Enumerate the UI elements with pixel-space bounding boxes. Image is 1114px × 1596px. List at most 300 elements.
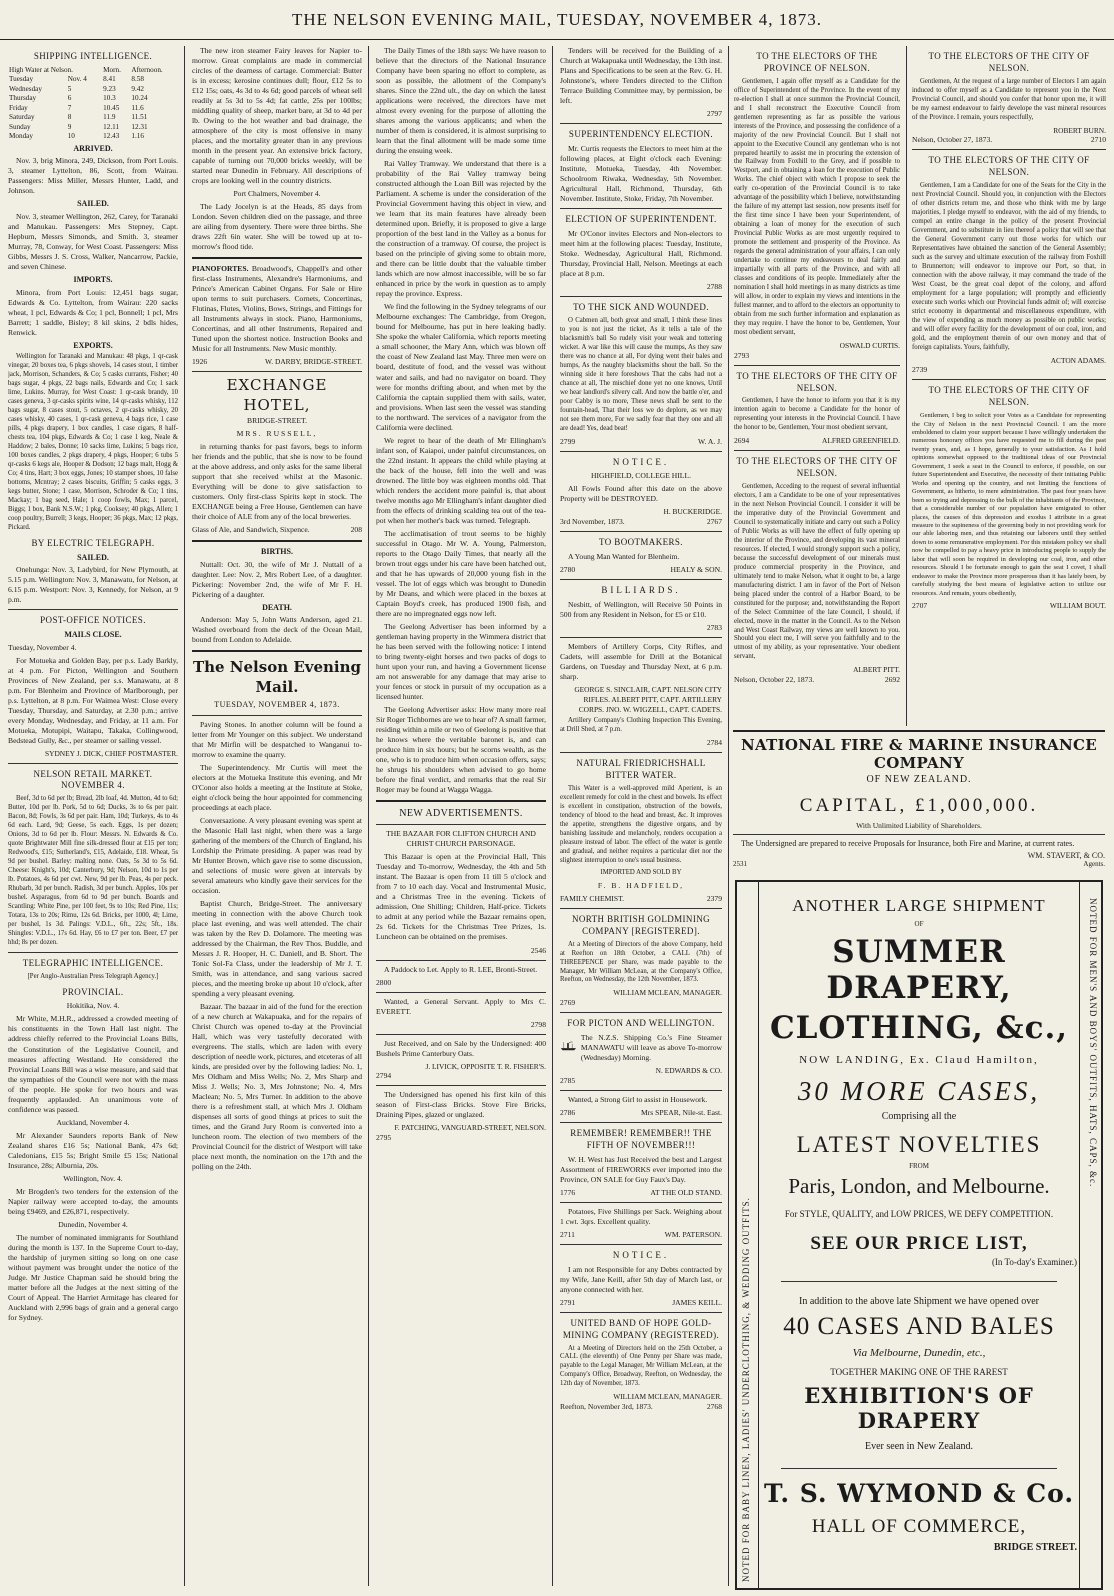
artillery-text: Members of Artillery Corps, City Rifles, and Cadets, will assemble for Drill at the Botanical Gardens, on Tuesday and Thursday Next, at 6 p.m. sharp. — [560, 642, 722, 682]
girl-footer — [560, 1108, 722, 1118]
tide-date: 9 — [67, 122, 72, 131]
post-signature: SYDNEY J. DICK, CHIEF POSTMASTER. — [45, 748, 178, 758]
drapery-line-15: 40 CASES AND BALES — [783, 1313, 1055, 1340]
exports-text: Wellington for Taranaki and Manukau: 48 pkgs, 1 qr-cask vinegar, 20 boxes tea, 6 pkgs shovels, 14 cases stout, 1 timber jack, Morrison, Schanders, & Co; 5 casks currants, Fisher; 40 bags sugar, 4 pkgs, 22 bags nails, Edwards and Co; 1 sack lime, Lukins. Murray, for West Coast: 1 qr-cask brandy, 10 cases geneva, 3 qr-casks spirits wine, 14 qr-casks whisky, 112 bags sugar, 8 cases stout, 5 octaves, 2 qr-casks whisky, 20 cases whisky, 40 cases, 1 qr-cask geneva, 4 bags rice, 1 case pills, 4 pkgs drapery, 1 box candles, 1 case cigars, 8 half-chests tea, 104 pkgs, Edwards & Co; 1 case 1 keg, Neale & Haddow; 2 bales, Donne; 10 sacks lime, Lukins; 5 bags rice, 100 boxes candles, 2 pkgs drapery, 4 pkgs, Hooper; 6 tubs 5 qr-casks 6 kegs ale, Hooper & Dodson; 12 bags malt, Hogg & Co; 4 tins, Hart; 3 box eggs, Jones; 10 stamper shoes, 10 false bottoms, Mcntray; 2 cases biscuits, Griffin; 5 casks eggs, 3 kegs butter, Stone; 1 case, Morrison, Schroder & Co; 1 tins, Mackay; 1 bag seed, Hale; 1 coop fowls, Max; 1 parcel, Biggs; 1 box, Bank N.S.W.; 1 pkg, Cooksey; 40 pkgs, Allen; 1 coop poultry, Burrell; 3 kegs, Hooper; 36 pkgs, Max; 12 pkgs, Pickard. — [8, 353, 178, 531]
hokitika-text: Mr White, M.H.R., addressed a crowded meeting of his constituents in the Town Hall last night. The address chiefly referred to the Provincial Loans Bills, the Constitution of the Legislative Council, and measures affecting Westland. He considered the Provincial Loans Bill was a wise measure, and said that the sympathies of the Council were not with the mass of the people. He spoke for two hours and was frequently applauded. An unanimous vote of confidence was passed. — [8, 1014, 178, 1114]
tide-aft: 1.16 — [131, 132, 144, 141]
drapery-side-right-text: NOTED FOR MEN'S AND BOYS' OUTFITS, HATS, CAPS, &c. — [1088, 898, 1098, 1188]
arrived-heading: ARRIVED. — [73, 143, 113, 153]
girl-signature: Mrs SPEAR, Nile-st. East. — [640, 1107, 722, 1117]
auckland-dateline: Auckland, November 4. — [56, 1117, 130, 1127]
tide-aft: 8.58 — [131, 75, 144, 84]
ad-number: 2797 — [706, 109, 722, 119]
death-text: Anderson: May 5, John Watts Anderson, aged 21. Washed overboard from the deck of the Ocean Mail, bound from London to Adelaide. — [192, 615, 362, 645]
paving-text: Paving Stones. In another column will be found a letter from Mr Younger on this subject. We understand that Mr Mirfin will be despatched to Wanganui to-morrow to examine the quarry. — [192, 719, 362, 759]
notice2-signature: JAMES KEILL. — [672, 1297, 722, 1307]
ad-number: 2767 — [706, 517, 722, 527]
electors-signature-5: ACTON ADAMS. — [1050, 355, 1106, 365]
ad-number: 1776 — [560, 1187, 576, 1197]
bazaar-ad-heading: THE BAZAAR FOR CLIFTON CHURCH AND CHRIST CHURCH PARSONAGE. — [386, 829, 536, 849]
geelong-text: The Geelong Advertiser has been informed by a gentleman having property in the Wimmera district that he has been served with the following notice: I intend to bring twenty-eight horses and two packs of dogs to hunt upon your run, and having a Government license am not answerable for any damage that may arise to your fences or stock in pursuit of my occupation as a licensed hunter. — [376, 621, 546, 701]
notice-date: 3rd November, 1873. — [560, 517, 625, 527]
divider — [8, 763, 178, 764]
water-seller: F. B. HADFIELD, — [597, 880, 685, 890]
divider — [560, 531, 722, 532]
boot-text: A Young Man Wanted for Blenheim. — [568, 552, 680, 562]
potato-text: Potatoes, Five Shillings per Sack. Weighing about 1 cwt. 3qrs. Excellent quality. — [560, 1206, 722, 1226]
hotel-name: MRS. RUSSELL, — [236, 429, 318, 439]
ad-number: 2739 — [912, 365, 928, 375]
electors-heading-1: TO THE ELECTORS OF THE PROVINCE OF NELSON. — [756, 51, 878, 73]
column-1 — [8, 46, 178, 1591]
divider — [734, 365, 900, 366]
chalmers-dateline: Port Chalmers, November 4. — [233, 189, 321, 199]
electors-date-4: Nelson, October 27, 1873. — [912, 135, 993, 145]
tel-intel-heading: TELEGRAPHIC INTELLIGENCE. — [22, 957, 164, 968]
ad-number: 2791 — [560, 1297, 576, 1307]
tide-date: 6 — [67, 94, 72, 103]
arrived-text: Nov. 3, brig Minora, 249, Dickson, from Port Louis. 3, steamer Lyttelton, 86, Scott, from Wairau. Passengers: Miss Miller, Messrs Hunter, Ladd, and Johnson. — [8, 156, 178, 196]
chalmers-text: The Lady Jocelyn is at the Heads, 85 days from London. Seven children died on the passage, and three are ailing from dysentery. There were three births. She draws 22ft 6in water. She will be towed up at to-morrow's flood tide. — [192, 202, 362, 252]
insurance-ad — [733, 730, 1105, 868]
divider — [560, 296, 722, 297]
oconor-text: Mr O'Conor invites Electors and Non-electors to meet him at the following places: Tuesday, Institute, Stoke. Wednesday, Agricultural Hall, Richmond. Thursday, Provincial Hall, Nelson. Meetings at each place at 8 p.m. — [560, 228, 722, 279]
drapery-line-6: 30 MORE CASES, — [797, 1076, 1041, 1106]
picton-signature: N. EDWARDS & CO. — [655, 1066, 722, 1076]
divider — [560, 1312, 722, 1313]
electors-text-3: Gentlemen, Acceding to the request of several influential electors, I am a Candidate to be one of your representatives in the next Nelson Provincial Council. I consider it will be the imperative duty of the Provincial Government and Council to systematically initiate and carry out such a Policy of Public Works as will have the effect of fully opening up the interior of the Province, and developing its vast mineral resources. If elected, I would strongly support such a policy, because the successful development of our minerals must produce commercial prosperity in the Province, and ultimately tend to make Nelson, what it ought to be, a large manufacturing district. I am in favor of the Port of Nelson being placed under the control of a Harbor Board, to be constituted for the purpose; and, notwithstanding the Report of the Select Committee of the late Council, I should, if elected, move in the matter in the Council. As to the Nelson and West Coast Railway, my views are well known to you. Should you elect me, I will serve you faithfully and to the utmost of my ability, as your representative. Your obedient servant, — [734, 483, 900, 661]
auckland-text: Mr Alexander Saunders reports Bank of New Zealand shares £16 5s; National Bank, 47s 6d; Caledonians, £15 5s; Bright Smile £5 15s; National Insurance, 28s; Alburnia, 20s. — [8, 1130, 178, 1170]
ad-number: 2379 — [706, 893, 722, 903]
divider — [560, 1012, 722, 1013]
sydney-text: We find the following in the Sydney telegrams of our Melbourne exchanges: The Cambridge, from Oregon, bound for Melbourne, has put in here leaking badly. She spoke the whaler California, which reports meeting a small schooner, the Mary Ann, which was blown off the coast of New Zealand last May. Three men were on board, destitute of food, and the vessel was without water and sails, and had no navigator on board. They were for months drifting about, and when met by the California the captain supplied them with sails, water, and provisions. When last seen the vessel was standing to the northward. The services of a navigator from the California were declined. — [376, 302, 546, 432]
divider — [192, 540, 362, 542]
divider — [376, 1085, 546, 1086]
insurance-sub: OF NEW ZEALAND. — [866, 774, 972, 785]
tide-header-cell: Morn. — [103, 65, 121, 74]
hokitika-dateline: Hokitika, Nov. 4. — [66, 1001, 120, 1011]
wellington-text: Mr Brogden's two tenders for the extension of the Napier railway were accepted to-day, the amounts being £9469, and £26,871, respectively. — [8, 1186, 178, 1216]
tide-aft: 11.6 — [131, 103, 144, 112]
drapery-line-12: SEE OUR PRICE LIST, — [810, 1233, 1028, 1254]
divider — [8, 952, 178, 953]
electors-signature-4: ROBERT BURN. — [1053, 125, 1106, 135]
hope-date: Reefton, November 3rd, 1873. — [560, 1402, 653, 1412]
sailed-heading: SAILED. — [77, 199, 109, 209]
drapery-line-4: CLOTHING, &c., — [769, 1010, 1069, 1046]
insurance-text: The Undersigned are prepared to receive Proposals for Insurance, both Fire and Marine, at current rates. — [741, 839, 1075, 848]
tide-date: Nov. 4 — [67, 75, 87, 84]
telegraph-heading: BY ELECTRIC TELEGRAPH. — [31, 537, 155, 548]
tide-morn: 10.3 — [103, 94, 116, 103]
notice-footer — [560, 517, 722, 527]
tide-row — [8, 104, 178, 114]
tide-row — [8, 94, 178, 104]
ad-number: 1926 — [192, 357, 208, 367]
tide-row — [8, 132, 178, 142]
hotel-footer-text: Glass of Ale, and Sandwich, Sixpence. — [192, 525, 310, 535]
boot-heading: TO BOOTMAKERS. — [599, 537, 683, 548]
tide-row — [8, 75, 178, 85]
ad-number: 2768 — [706, 1402, 722, 1412]
divider — [560, 752, 722, 753]
ad-number: 2785 — [560, 1075, 576, 1085]
drapery-line-8: LATEST NOVELTIES — [796, 1132, 1042, 1157]
tide-day: Tuesday — [9, 75, 34, 84]
divider — [192, 650, 362, 652]
insurance-agents: Agents. — [1083, 860, 1105, 868]
bricks-text: The Undersigned has opened his first kiln of this season of First-class Bricks. Stove Fire Bricks, Draining Pipes, glazed or unglazed. — [376, 1090, 546, 1120]
paddock-text: A Paddock to Let. Apply to R. LEE, Bronti-Street. — [384, 964, 538, 974]
new-ads-heading: NEW ADVERTISEMENTS. — [399, 808, 523, 820]
ad-number: 2794 — [376, 1071, 392, 1081]
divider — [560, 1202, 722, 1203]
sailed-text: Nov. 3, steamer Wellington, 262, Carey, for Taranaki and Manukau. Passengers: Mrs Stepney, Capt. Hepburn, Messrs Simonds, and Smith. 3, steamer Murray, 78, Conway, for West Coast. Passengers: Miss Gibbs, Messrs J. S. Cross, Walker, Nancarrow, Packie, and seven Chinese. — [8, 212, 178, 272]
tide-date: 5 — [67, 84, 72, 93]
divider — [560, 1090, 722, 1091]
ad-number: 208 — [350, 525, 362, 535]
sick-signature: W. A. J. — [698, 436, 722, 446]
electors-signature-2: ALFRED GREENFIELD. — [821, 436, 900, 446]
gold-text: At a Meeting of Directors of the above Company, held at Reefton on 18th October, a CALL (7th) of THREEPENCE per Share, was made payable to the Manager, Mr William McLean, at the Company's Office, Reefton, on Wednesday, the 12th November, 1873. — [560, 940, 722, 984]
ad-number: 2707 — [912, 601, 928, 611]
exports-heading: EXPORTS. — [73, 340, 113, 350]
divider — [560, 1122, 722, 1123]
ellingham-text: We regret to hear of the death of Mr Ellingham's infant son, of Kaiapoi, under painful circumstances, on the 22nd instant. It appears the child while playing at the back of the house, fell into the well and was drowned. The little boy was eighteen months old. That which renders the accident more painful is, that about twelve months ago Mr Ellingham's infant daughter died from the effects of drinking scalding tea out of the tea-pot when her mother's back was turned. Telegraph. — [376, 435, 546, 525]
remember-text: W. H. West has Just Received the best and Largest Assortment of FIREWORKS ever imported into the Province, ON SALE for Guy Faux's Day. — [560, 1154, 722, 1184]
tide-day: Saturday — [9, 113, 35, 122]
tide-row — [8, 113, 178, 123]
electors-footer-6 — [912, 601, 1106, 611]
tide-aft: 10.24 — [131, 94, 148, 103]
divider — [560, 451, 722, 452]
births-heading: BIRTHS. — [261, 547, 293, 557]
drapery-line-14: In addition to the above late Shipment we have opened over — [799, 1296, 1039, 1307]
boot-footer — [560, 565, 722, 575]
piano-heading: PIANOFORTES. — [192, 264, 249, 274]
divider — [376, 992, 546, 993]
ad-number: 2546 — [530, 945, 546, 955]
notice-heading: NOTICE. — [612, 456, 670, 467]
tide-date: 7 — [67, 103, 72, 112]
drapery-line-1: ANOTHER LARGE SHIPMENT — [792, 896, 1046, 915]
electors-signature-6: WILLIAM BOUT. — [1049, 601, 1106, 611]
divider — [376, 1034, 546, 1035]
oats-text: Just Received, and on Sale by the Undersigned: 400 Bushels Prime Canterbury Oats. — [376, 1038, 546, 1058]
divider — [912, 149, 1106, 150]
column-rule — [368, 46, 369, 1586]
hope-signature: WILLIAM MCLEAN, MANAGER. — [613, 1392, 722, 1402]
remember-signature: AT THE OLD STAND. — [650, 1187, 722, 1197]
bazaar-text: Bazaar. The bazaar in aid of the fund for the erection of a new church at Wakapuaka, and for the repairs of Christ Church was opened to-day at the Provincial Hall, which was very tastefully decorated with evergreens. The stalls, which are laden with every description of needle work, pictures, and etceteras of all kinds, are presided over by the following ladies: No. 1, Mrs Oldham and Miss Wells; No. 2, Mrs Sharp and Miss J. Wells; No. 3, Mrs Johnstone; No. 4, Mrs Maclean; No. 5, Mrs Turner. In addition to the above there is a refreshment stall, at which Mrs J. Oldham dispenses all sorts of good things at prices to suit the times, and the Grand Jury Room is converted into a luncheon room. The election of two members of the Provincial Council for the district of Westport will take place next month, the nomination on the 17th and the polling on the 24th. — [192, 1002, 362, 1172]
drapery-ad — [735, 880, 1103, 1590]
column-6 — [912, 46, 1106, 726]
curtis-text: Mr. Curtis requests the Electors to meet him at the following places, at Eight o'clock each Evening: Institute, Motueka, Tuesday, 4th November. Schoolroom Riwaka, Wednesday, 5th November. Agricultural Hall, Richmond, Thursday, 6th November. Institute, Stoke, Friday, 7th November. — [560, 143, 722, 204]
drapery-line-18: EXHIBITION'S OF DRAPERY — [804, 1383, 1034, 1433]
electors-footer-4 — [912, 135, 1106, 145]
market-text: Beef, 3d to 6d per lb; Bread, 2lb loaf, 4d. Mutton, 4d to 6d; Butter, 10d per lb. Pork, 5d to 6d; Ducks, 3s to 6s per pair. Bacon, 8d; Fowls, 3s 6d per pair. Ham, 10d; Turkeys, 4s to 4s 6d each. Lard, 9d; Geese, 5s each. Eggs, 1s per dozen; Onions, 3d to 6d per lb. Flour: Messrs. N. Edwards & Co. quote Brightwater Mill fine silk-dressed flour at £15 per ton; Redwood's, £15; Sutherland's, £15, Adelaide, £18. Wheat, 5s 9d per bushel. Barley: malting none. Oats, 5s 3d to 5s 6d. Cheese: Knight's, 10d; Canterbury, 9d; Nelson, 10d to 1s per lb. Potatoes, 4s 6d per cwt. New, 9d per lb. Peas, 4s per peck. Rhubarb, 3d per bunch. Radish, 3d per bunch. Apples, 10s per bushel. Asparagus, from 6d to 9d per bunch. Boards and Scantling: White Pine, per 100 feet, 9s to 10s; Red Pine, 11s; Totara, 13s to 20s; Rimu, 12s 6d. Bricks, per 1000, 4l; Lime, per bushel, 1s 3d. Palings: V.D.L., 6ft., 22s; 5ft., 18s. Shingles: V.D.L., 17s 6d. Hay, £6 to £7 per ton. Beer, £7 per hhd; 8s per dozen. — [8, 795, 178, 946]
piano-ad — [192, 264, 362, 354]
market-heading: NELSON RETAIL MARKET. NOVEMBER 4. — [33, 768, 153, 791]
potato-signature: WM. PATERSON. — [664, 1229, 722, 1239]
divider — [734, 450, 900, 451]
ad-number: 2694 — [734, 436, 750, 446]
tide-header-row — [8, 66, 178, 76]
bricks-signature: F. PATCHING, VANGUARD-STREET, NELSON. — [394, 1123, 546, 1133]
drapery-line-22: BRIDGE STREET. — [993, 1542, 1077, 1553]
insurance-signature: WM. STAVERT, & CO. — [1027, 851, 1105, 860]
births-text: Nuttall: Oct. 30, the wife of Mr J. Nuttall of a daughter. Lee: Nov. 2, Mrs Robert Lee, of a daughter. Pickering: November 2nd, the wife of Mr F. H. Pickering of a daughter. — [192, 559, 362, 599]
hope-heading: UNITED BAND OF HOPE GOLD-MINING COMPANY (REGISTERED). — [562, 1317, 720, 1340]
notice-sub: HIGHFIELD, COLLEGE HILL. — [591, 471, 691, 481]
tide-day: Sunday — [9, 122, 31, 131]
notice2-footer — [560, 1298, 722, 1308]
notice-signature: H. BUCKERIDGE. — [663, 507, 722, 517]
divider — [192, 257, 362, 259]
notice2-text: I am not Responsible for any Debts contracted by my Wife, Jane Keill, after 5th day of March last, or anyone connected with her. — [560, 1264, 722, 1294]
divider — [8, 609, 178, 610]
water-footer — [560, 894, 722, 904]
divider — [560, 123, 722, 124]
oats-signature: J. LIVICK, OPPOSITE T. R. FISHER'S. — [425, 1061, 546, 1071]
post-date: Tuesday, November 4. — [8, 642, 77, 652]
column-4 — [560, 46, 722, 1591]
electors-text-4: Gentlemen, At the request of a large number of Electors I am again induced to offer myself as a Candidate to represent you in the Next Provincial Council, and should you confer that honor upon me, it will be my earnest endeavour to fairly develope the vast mineral resources of the Province. I remain, yours respectfully, — [912, 77, 1106, 121]
drapery-line-2: OF — [914, 920, 924, 928]
drapery-line-17: TOGETHER MAKING ONE OF THE RAREST — [830, 1367, 1008, 1377]
tide-morn: 12.43 — [103, 132, 120, 141]
remember-footer — [560, 1188, 722, 1198]
sick-footer — [560, 437, 722, 447]
picton-heading: FOR PICTON AND WELLINGTON. — [567, 1018, 715, 1029]
drapery-line-11: For STYLE, QUALITY, and LOW PRICES, WE DEFY COMPETITION. — [784, 1209, 1054, 1219]
divider — [560, 908, 722, 909]
bazaar-ad-text: This Bazaar is open at the Provincial Hall, This Tuesday and To-morrow, Wednesday, the 4th and 5th instant. The Bazaar is open from 11 till 5 o'clock and from 7 to 10 each day. Vocal and Instrumental Music, and a Christmas Tree in the evening. Tickets of admission, One Shilling; Children, Half-price. Tickets to admit at any period while the Bazaar remains open, 2s 6d. Tickets for the Christmas Tree Prizes, 1s. Luncheon can be obtained on the premises. — [376, 852, 546, 942]
electors-heading-6: TO THE ELECTORS OF THE CITY OF NELSON. — [928, 385, 1090, 408]
telegraph-sub: SAILED. — [77, 552, 109, 562]
electors-text-5: Gentlemen, I am a Candidate for one of the Seats for the City in the next Provincial Council. Should you, in conjunction with the Electors of other districts return me, and those who think with me by large majorities, I pledge myself to endeavor, with the aid of my friends, to compel an entire change in the policy of the present Provincial Government, and to substitute in lieu thereof a policy that will see that the General Government carry out those works for which our Representatives have obtained the sanction of the General Assembly; such as the survey and ultimate execution of the railway from Foxhill to Brunnerton; will endeavor to improve our Port, so that, in connection with the above railway, it may command the trade of the West Coast, be the great coal depot of the colony, and afford employment for a large population; will promptly and efficiently execute such works which our Provincial funds admit of; will exercise strict economy in departmental and miscellaneous expenditure, with the view of expending as much money as possible on public works; and will offer every facility for the development of our coal, iron, and gold, and the employment therein of our own money and that of foreign capitalists. Yours, faithfully, — [912, 182, 1106, 351]
hope-footer — [560, 1402, 722, 1412]
drapery-line-13: (In To-day's Examiner.) — [991, 1257, 1077, 1267]
imports-heading: IMPORTS. — [73, 275, 113, 285]
drapery-line-9: FROM — [909, 1162, 929, 1170]
divider — [376, 800, 546, 802]
boot-signature: HEALY & SON. — [670, 565, 722, 575]
divider — [781, 1281, 1057, 1282]
ad-number: 2788 — [706, 282, 722, 292]
tide-day: Friday — [9, 103, 28, 112]
post-text: For Motueka and Golden Bay, per p.s. Lady Barkly, at 4 p.m. For Picton, Wellington and Southern Provinces of New Zealand, per s.s. Manawatu, at 8 p.m. For Blenheim and Province of Marlborough, per p.s. Lyttelton, at 8 p.m. For Waimea West: Close every Tuesday, Thursday, and Saturday, at 2.30 p.m.; arrive every Monday, Wednesday, and Friday, at 11 a.m. For Motueka, Motupipi, Waitapu, Takaka, Collingwood, Bedstead Gully, &c., per steamer or sailing vessel. — [8, 655, 178, 745]
column-2 — [192, 46, 362, 1591]
ad-number: 2784 — [706, 738, 722, 748]
water-heading: NATURAL FRIEDRICHSHALL BITTER WATER. — [576, 758, 706, 781]
piano-text: Broadwood's, Chappell's and other first-class Instruments, Alexandre's Harmoniums, and Prince's American Cabinet Organs. For Sale or Hire upon terms to suit purchasers. Cornets, Concertinas, Flutinas, Flutes, Violins, Bows, Strings, and Fittings for all Instruments always in stock. Piano, Harmoniums, Concertinas, and all other Instruments, Repaired and Tuned upon the shortest notice. Instruction Books and Music for all Instruments. New Music monthly. — [192, 264, 362, 354]
ad-number: 2786 — [560, 1107, 576, 1117]
tide-header-cell: Afternoon. — [131, 65, 163, 74]
conversazione-text: Conversazione. A very pleasant evening was spent at the Masonic Hall last night, when there was a large gathering of the members of the Church of England, his Lordship the Primate presiding. A paper was read by Mr Hunter Brown, which gave rise to some discussion, and selections of music were given at intervals by several amateurs who kindly gave their services for the occasion. — [192, 815, 362, 895]
drapery-body — [761, 882, 1077, 1553]
drapery-side-left — [737, 882, 759, 1588]
divider — [376, 960, 546, 961]
tide-morn: 8.41 — [103, 75, 116, 84]
divider — [376, 824, 546, 825]
drapery-line-5: NOW LANDING, Ex. Claud Hamilton, — [799, 1054, 1039, 1066]
electors-heading-3: TO THE ELECTORS OF THE CITY OF NELSON. — [736, 456, 898, 479]
insurance-title: NATIONAL FIRE & MARINE INSURANCE COMPANY — [741, 736, 1097, 772]
intro-text: The new iron steamer Fairy leaves for Napier to-morrow. Great complaints are made in commercial circles of the dearness of cartage. Commercial: Butter is in excess; kerosine continues dull; flour, £12 5s to £12 15s; oats, 4s 3d to 4s 6d; good parcels of wheat sell readily at 5s 3d to 5s 4d; fat cattle, 25s per 100lbs; middling quality of sheep, market bare, at 3d to 4d per lb. Owing to the hot weather and bad drainage, the atmosphere of the city is most offensive in many places, and the mortality greater than in any previous month in the present year. An extensive brick factory, capable of turning out 70,000 bricks weekly, will be started near Dunedin in February. All descriptions of crops are looking well in the country districts. — [192, 46, 362, 186]
sick-poem: O Cabmen all, both great and small, I think these lines to you is not just the ticket, As it tells a tale of the blacksmith's ball So rudely visit your weak and tottering wicket. A war like this will cause the mumps, As they saw there was no chance at all, For dying went their bales and humps, As the naughty blacksmiths shout the ball. So the winning side it here foreshows That the cabs had not a chance at all, The mischief done yet no one knows, Until we hear landlord's silvery call. And now the battle o'er, and poor Cabby is no more, These news shall be sent to the fountain-head, That their loss we do deplore, as we may not see them more, For we sadly fear that they one and all are dead! Yes, dead beat! — [560, 316, 722, 432]
tide-morn: 12.11 — [103, 122, 120, 131]
piano-footer — [192, 357, 362, 367]
divider — [192, 371, 362, 372]
paper-title: The Nelson Evening Mail. — [192, 658, 362, 697]
drapery-line-10: Paris, London, and Melbourne. — [788, 1174, 1050, 1198]
ad-number: 2793 — [734, 350, 750, 360]
electors-signature-3: ALBERT PITT. — [853, 665, 900, 675]
tide-date: 8 — [67, 113, 72, 122]
drapery-line-7: Comprising all the — [881, 1111, 957, 1122]
tel-intel-sub: [Per Anglo-Australian Press Telegraph Agency.] — [27, 972, 159, 980]
tide-table — [8, 66, 178, 142]
tide-date: 10 — [67, 132, 75, 141]
electors-footer-3 — [734, 675, 900, 685]
ad-number: 2800 — [376, 977, 392, 987]
ad-number: 2780 — [560, 565, 576, 575]
insurance-liability: With Unlimited Liability of Shareholders. — [856, 821, 982, 830]
electors-text-1: Gentlemen, I again offer myself as a Candidate for the office of Superintendent of the Province. In the event of my re-election I shall at once summon the Provincial Council, and I shall reconstruct the Executive Council from gentlemen representing as far as possible the various interests of the Province, and possessing the confidence of a majority of the new Provincial Council. But I shall not appoint to the Executive Council any gentleman who is not prepared heartily to assist me in procuring the extension of the Railway from Foxhill to the Grey, and if possible to Westport, and in obtaining a loan for the execution of Public Works. The chief object with which I propose to seek the early co-operation of the Provincial Council is to take advantage of the possibility which I believe, notwithstanding the failure of my attempt last session, now presents itself for the first time since I have been your Superintendent, of obtaining a loan of money for the execution of such Provincial Public Works as are most urgently required to promote the settlement and prosperity of the Province. As regards the general administration of your affairs, I can only undertake to continue my endeavours to deal fairly and impartially with all parts of the Province, and with all classes and conditions of its people. Immediately after the nomination I shall hold meetings in as many districts as time will allow, in order to explain my views and intentions in the fullest manner, and to afford to the electors an opportunity to obtain from me such further information and explanation as they may require. I have the honor to be, Gentlemen, Your most obedient servant, — [734, 77, 900, 336]
electors-footer-2 — [734, 436, 900, 446]
girl-text: Wanted, a Strong Girl to assist in Housework. — [568, 1094, 708, 1104]
notice-text: All Fowls Found after this date on the above Property will be DESTROYED. — [560, 484, 722, 504]
tide-morn: 11.9 — [103, 113, 116, 122]
drapery-line-16: Via Melbourne, Dunedin, etc., — [852, 1347, 986, 1359]
ad-number: 2531 — [733, 860, 747, 868]
ad-number: 2711 — [560, 1229, 575, 1239]
electors-text-2: Gentlemen, I have the honor to inform you that it is my intention again to become a Candidate for the honor of representing your interests in the Provincial Council. I have the honor to be, Gentlemen, Your most obedient servant, — [734, 397, 900, 432]
trout-text: The acclimatisation of trout seems to be highly successful in Otago. Mr W. A. Young, Palmerston, reports to the Otago Daily Times, that nearly all the brown trout eggs under his care have been hatched out, and that he has upwards of 20,000 young fish in the vessel. The lot of eggs which was brought to Dunedin by Mr Deans, and which were placed in the boxes at Captain Boyd's creek, has produced 1900 fish, and there are no impregnated eggs now left. — [376, 528, 546, 618]
water-sub: IMPORTED AND SOLD BY — [600, 868, 682, 876]
remember-heading: REMEMBER! REMEMBER!! THE FIFTH OF NOVEMBER!!! — [570, 1127, 712, 1150]
hotel-sub: BRIDGE-STREET. — [247, 416, 307, 426]
rai-valley-text: Rai Valley Tramway. We understand that there is a probability of the Rai Valley tramway being constructed although the Loan Bill was rejected by the Parliament. A scheme is under the consideration of the Provincial Government having this object in view, and we learn that its main features have already been determined upon. Briefly, it is proposed to give a large proportion of the best land in the Valley as a bonus for the construction of a tramway. Of course, the project is based on the principle of giving some to obtain more, and there can be little doubt that the valuable timber lands which are now almost inaccessible, will be so far enhanced in price by the work in question as to amply repay the province. Express. — [376, 159, 546, 299]
tide-header-cell: High Water at Nelson. — [9, 65, 73, 74]
death-heading: DEATH. — [262, 602, 292, 612]
tide-day: Monday — [9, 132, 33, 141]
column-5 — [734, 46, 900, 726]
dunedin-text: The number of nominated immigrants for Southland during the month is 137. In the Supreme Court to-day, the hardship of jurymen sitting so long on one case without payment was brought under the notice of the Judge. Mr Justice Chapman said he should bring the matter before all the Judges at the next sitting of the Court of Appeal. The Harriet Armitage has cleared for Auckland with 2,996 bags of grain and a general cargo for Sydney. — [8, 1232, 178, 1322]
servant-text: Wanted, a General Servant. Apply to Mrs C. EVERETT. — [376, 996, 546, 1016]
telegraph-text: Onehunga: Nov. 3, Ladybird, for New Plymouth, at 5.15 p.m. Wellington: Nov. 3, Manawatu, for Nelson, at 6.15 p.m. Westport: Nov. 3, Kennedy, for Nelson, at 9 p.m. — [8, 565, 178, 605]
electors-text-6: Gentlemen, I beg to solicit your Votes as a Candidate for representing the City of Nelson in the next Provincial Council. I am the more emboldened to claim your support because I have willingly undertaken the numerous honorary offices you have requested me to fill during the past twenty years, and, as I hope, generally to your satisfaction. As I hold opinions somewhat opposed to the traditional ideas of our Provincial Government, I seek a seat in the Council to enforce, if possible, on our future Superintendent and Executive, the necessity of their initiating Public Works and opening up the country, and not limiting the functions of Government, as hitherto, to mere administration. The past four years have been so trying and depressing to the bulk of the inhabitants of the Province, that a considerable number of our population have emigrated to other places, the causes of this depression and exodus I attribute in a great measure to the supineness of the governing body in not providing work for our able laboring men, and thus retaining our laborers until they settled down to some remunerative employment. For this mistaken policy we shall now be compelled to pay a heavy price in introducing people to supply the labor that will soon be required in developing our coal, iron, and other resources. Should I be fortunate enough to gain the seat I covet, I shall endeavor to make the Province more prosperous than it has lately been, by carefully studying the best means of legislative action to utilize our resources. And remain, yours obediently, — [912, 412, 1106, 597]
ad-number: 2710 — [1090, 135, 1106, 145]
divider — [560, 579, 722, 580]
column-rule — [184, 46, 185, 1586]
billiards-text: Nesbitt, of Wellington, will Receive 50 Points in 500 from any Resident in Nelson, for £5 or £10. — [560, 600, 722, 620]
dunedin-dateline: Dunedin, November 4. — [58, 1219, 128, 1229]
tide-morn: 10.45 — [103, 103, 120, 112]
election-heading: SUPERINTENDENCY ELECTION. — [568, 129, 714, 140]
provincial-heading: PROVINCIAL. — [62, 986, 124, 997]
hotel-text: in returning thanks for past favors, begs to inform her friends and the public, that she is now to be found at the above address, and only asks for the same liberal support that she received whilst at the Masonic. Everything will be done to give satisfaction to customers. Only first-class Spirits kept in stock. The EXCHANGE being a Free House, Gentlemen can have their choice of ALE from any of the local breweries. — [192, 442, 362, 522]
daily-times-text: The Daily Times of the 18th says: We have reason to believe that the directors of the National Insurance Company have been sparing no effort to complete, as soon as possible, the allotment of the Company's shares. Since the 22nd ult., the day on which the latest applications were received, the directors have met almost every evening for the purpose of allotting the shares among the various applicants; and when the number of them is considered, it is almost surprising to learn that the final allotment will be made some time during the ensuing week. — [376, 46, 546, 156]
tide-row — [8, 85, 178, 95]
column-rule — [552, 46, 553, 1586]
divider — [912, 379, 1106, 380]
piano-signature: W. DARBY, BRIDGE-STREET. — [265, 357, 362, 367]
imports-text: Minora, from Port Louis: 12,451 bags sugar, Edwards & Co. Lyttelton, from Wairau: 220 sacks wheat, 1 pcl, Edwards & Co; 1 pcl, Bonnell; 1 pcl, Mrs Barrett; 1 saddle, Bisley; 8 kil skins, 2 bdls hides, Renwick. — [8, 287, 178, 337]
tide-aft: 11.51 — [131, 113, 148, 122]
ad-number: 2795 — [376, 1133, 392, 1143]
drapery-line-19: Ever seen in New Zealand. — [864, 1441, 973, 1452]
insurance-capital: CAPITAL, £1,000,000. — [799, 795, 1039, 816]
water-seller2: FAMILY CHEMIST. — [560, 893, 625, 903]
divider — [781, 1468, 1057, 1469]
electors-heading-4: TO THE ELECTORS OF THE CITY OF NELSON. — [928, 51, 1090, 73]
potato-footer — [560, 1230, 722, 1240]
billiards-heading: BILLIARDS. — [601, 585, 681, 596]
post-heading: POST-OFFICE NOTICES. — [40, 615, 146, 626]
picton-text: The N.Z.S. Shipping Co.'s Fine Steamer MANAWATU will leave as above To-morrow (Wednesday) Morning. — [580, 1033, 722, 1063]
baptist-text: Baptist Church, Bridge-Street. The anniversary meeting in connection with the above Church took place last evening, and was well attended. The chair was taken by the Rev D. Dolamore. The meeting was addressed by the Chairman, the Rev Thos. Buddle, and Messrs J. R. Hooper, H. C. Daniell, and B. Short. The Tonic Sol-Fa Class, under the leadership of Mr J. T. Smith, was in attendance, and sang various sacred pieces, and the meeting broke up about 10 o'clock, after spending a very pleasant evening. — [192, 898, 362, 998]
insurance-footer — [733, 860, 1105, 868]
wellington-dateline: Wellington, Nov. 4. — [63, 1173, 123, 1183]
artillery-signatures: GEORGE S. SINCLAIR, CAPT. NELSON CITY RIFLES. ALBERT PITT, CAPT. ARTILLERY CORPS. JNO. W. WIGZELL, CAPT. CADETS. — [574, 685, 722, 714]
divider — [192, 715, 362, 716]
post-sub: MAILS CLOSE. — [64, 630, 122, 640]
masthead — [0, 0, 1114, 40]
drapery-side-left-text: NOTED FOR BABY LINEN, LADIES' UNDERCLOTHING, & WEDDING OUTFITS. — [741, 1197, 751, 1582]
hotel-footer — [192, 525, 362, 535]
water-text: This Water is a well-approved mild Aperient, is an excellent remedy for cold in the chest and bowels. Its effect is excellent in constipation, obstruction of the bowels, tendency of blood to the head and breast, &c. It improves the appetite, strengthens the digestive organs, and by banishing lassitude and melancholy, renders occupation a pleasure instead of labor. The effect of the water is gentle and gradual, and neither requires a particular diet nor the slightest interruption to one's usual business. — [560, 785, 722, 864]
geelong2-text: The Geelong Advertiser asks: How many more real Sir Roger Tichbornes are we to hear of? A small farmer, residing within a mile or two of Geelong is positive that he knows where the veritable baronet is, and can produce him in six hours; but he scorns wealth, as the one, who is to produce him when occasion offers, says; he shrugs his shoulders when advised to go home before the final verdict, and remarks that the real Sir Roger may be found at Wagga Wagga. — [376, 705, 546, 795]
divider — [560, 1244, 722, 1245]
drapery-line-3: SUMMER DRAPERY, — [826, 934, 1012, 1006]
sick-heading: TO THE SICK AND WOUNDED. — [573, 302, 709, 313]
ad-number: 2798 — [530, 1019, 546, 1029]
artillery-note: Artillery Company's Clothing Inspection This Evening, at Drill Shed, at 7 p.m. — [560, 717, 722, 734]
column-rule — [728, 46, 729, 1586]
electors-signature-1: OSWALD CURTIS. — [839, 340, 900, 350]
notice2-heading: NOTICE. — [612, 1249, 670, 1260]
gold-signature: WILLIAM MCLEAN, MANAGER. — [613, 988, 722, 998]
ad-number: 2769 — [560, 998, 576, 1008]
tide-aft: 12.31 — [131, 122, 148, 131]
tide-day: Wednesday — [9, 84, 42, 93]
superintendency-text: The Superintendency. Mr Curtis will meet the electors at the Motueka Institute this evening, and Mr O'Conor also holds a meeting at the Institute at Stoke, eight o'clock being the hour appointed for commencing proceedings at each place. — [192, 762, 362, 812]
divider — [560, 208, 722, 209]
ad-number: 2783 — [706, 623, 722, 633]
ad-number: 2692 — [884, 675, 900, 685]
paper-date: TUESDAY, NOVEMBER 4, 1873. — [214, 700, 340, 710]
tide-row — [8, 123, 178, 133]
tide-day: Thursday — [9, 94, 37, 103]
drapery-side-right — [1079, 882, 1101, 1588]
column-3 — [376, 46, 546, 1591]
divider — [733, 834, 1105, 835]
steamship-icon — [560, 1033, 577, 1059]
tide-morn: 9.23 — [103, 84, 116, 93]
newspaper-title: THE NELSON EVENING MAIL, TUESDAY, NOVEMBER 4, 1873. — [292, 9, 822, 29]
tide-aft: 9.42 — [131, 84, 144, 93]
drapery-line-21: HALL OF COMMERCE, — [811, 1516, 1027, 1537]
electors-heading-5: TO THE ELECTORS OF THE CITY OF NELSON. — [928, 155, 1090, 178]
ad-number: 2799 — [560, 436, 576, 446]
tenders-text: Tenders will be received for the Building of a Church at Wakapuaka until Wednesday, the 13th inst. Plans and Specifications to be seen at the Rev. G. H. Johnstone's, where Tenders directed to the Clifton Terrace Building Committee may, by permission, be left. — [560, 46, 722, 106]
hotel-heading: EXCHANGE HOTEL, — [226, 376, 328, 415]
drapery-line-20: T. S. WYMOND & Co. — [763, 1479, 1075, 1508]
election2-heading: ELECTION OF SUPERINTENDENT. — [565, 214, 717, 225]
hope-text: At a Meeting of Directors held on the 25th October, a CALL (the eleventh) of One Penny per Share was made, payable to the Legal Manager, Mr William McLean, at the Company's Office, Broadway, Reefton, on Wednesday, the 12th day of November, 1873. — [560, 1344, 722, 1388]
